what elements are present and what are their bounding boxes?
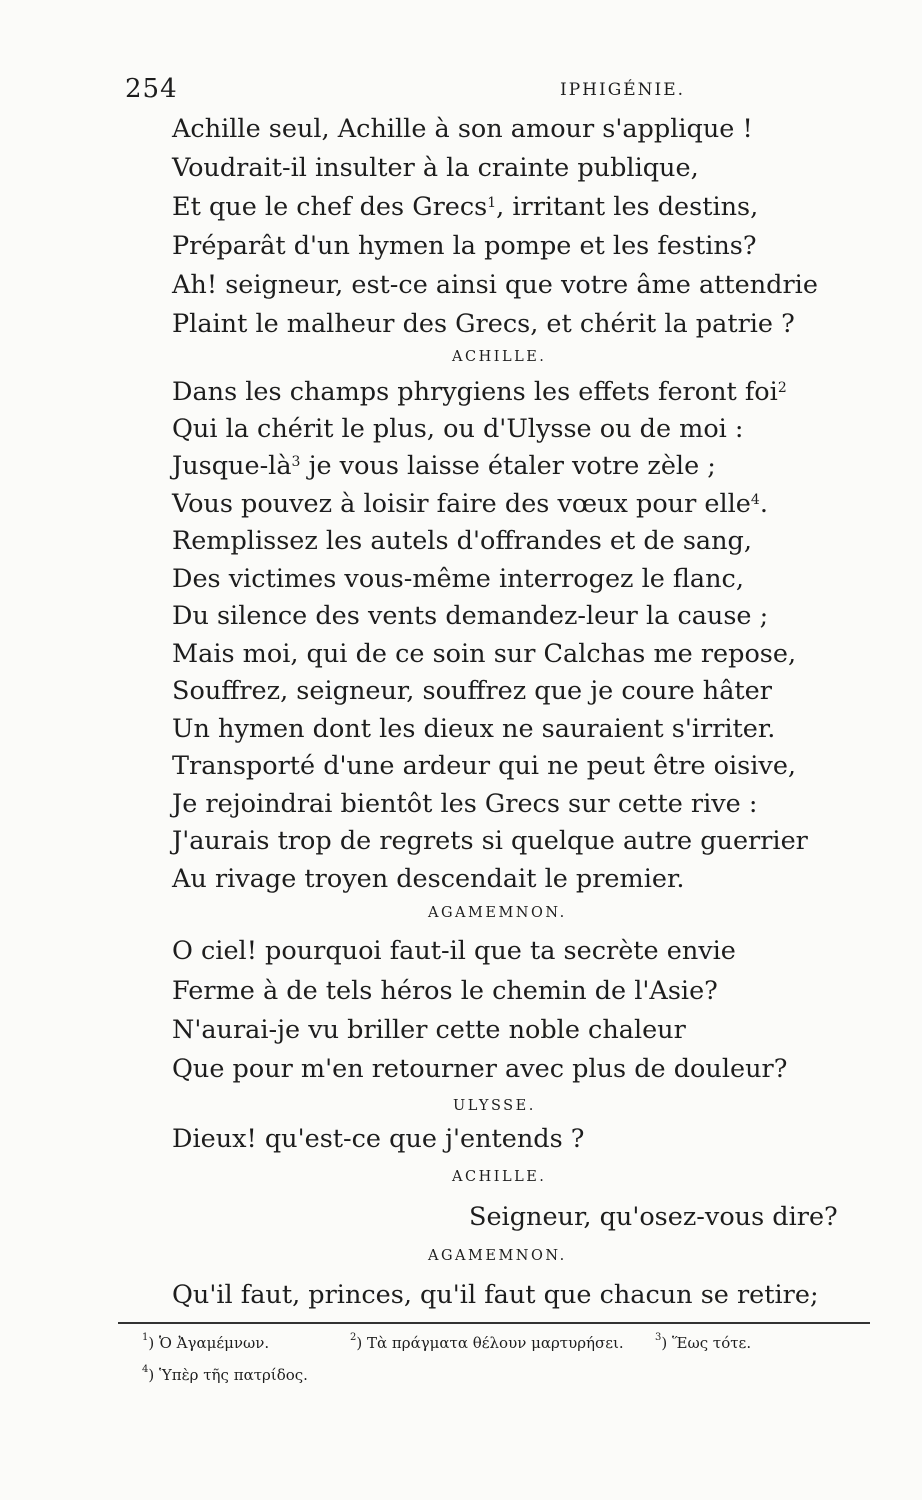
verse-line: Préparât d'un hymen la pompe et les festins? [172,231,757,261]
speaker-name: AGAMEMNON. [428,905,567,921]
verse-line: Et que le chef des Grecs$^1$, irritant les destins, [172,192,759,222]
verse-line: Souffrez, seigneur, souffrez que je coure hâter [172,676,772,706]
verse-line: Plaint le malheur des Grecs, et chérit la patrie ? [172,309,795,339]
verse-line: Remplissez les autels d'offrandes et de sang, [172,526,752,556]
verse-line: O ciel! pourquoi faut-il que ta secrète envie [172,936,736,966]
verse-line: Dans les champs phrygiens les effets feront foi$^2$ [172,377,787,407]
verse-line: Je rejoindrai bientôt les Grecs sur cette rive : [172,789,758,819]
footnote: $^4$) Ὑπὲρ τῆς πατρίδος. [142,1364,308,1384]
verse-line: Qui la chérit le plus, ou d'Ulysse ou de moi : [172,414,744,444]
verse-line: Mais moi, qui de ce soin sur Calchas me repose, [172,639,797,669]
speaker-name: AGAMEMNON. [428,1248,567,1264]
footnote-rule [118,1322,870,1324]
running-title: IPHIGÉNIE. [560,80,686,100]
verse-line: Achille seul, Achille à son amour s'applique ! [172,114,753,144]
footnote-marker: 2 [777,380,787,396]
verse-line: Des victimes vous-même interrogez le flanc, [172,564,744,594]
page-number: 254 [125,74,178,104]
verse-line: Que pour m'en retourner avec plus de douleur? [172,1054,788,1084]
footnote: $^3$) Ἕως τότε. [655,1332,752,1352]
verse-line: Ferme à de tels héros le chemin de l'Asie? [172,976,718,1006]
speaker-name: ULYSSE. [453,1098,536,1114]
footnote-marker: 3 [291,454,301,470]
verse-line: Qu'il faut, princes, qu'il faut que chacun se retire; [172,1280,819,1310]
footnote: $^2$) Τὰ πράγματα θέλουν μαρτυρήσει. [350,1332,624,1352]
verse-line: Ah! seigneur, est-ce ainsi que votre âme attendrie [172,270,818,300]
verse-line: Un hymen dont les dieux ne sauraient s'irriter. [172,714,776,744]
speaker-name: ACHILLE. [452,1169,547,1185]
verse-line: Du silence des vents demandez-leur la cause ; [172,601,769,631]
verse-line: Transporté d'une ardeur qui ne peut être oisive, [172,751,797,781]
verse-line: Au rivage troyen descendait le premier. [172,864,685,894]
page-header [120,74,880,104]
footnote-marker: 4 [750,492,760,508]
verse-line: Seigneur, qu'osez-vous dire? [469,1202,838,1232]
verse-line: Jusque-$là^3$ je vous laisse étaler votre zèle ; [172,451,716,481]
footnote: $^1$) Ὁ Ἀγαμέμνων. [142,1332,270,1352]
verse-line: Vous pouvez à loisir faire des vœux pour elle$^4$. [172,489,768,519]
verse-line: J'aurais trop de regrets si quelque autre guerrier [172,826,808,856]
speaker-name: ACHILLE. [452,349,547,365]
verse-line: Voudrait-il insulter à la crainte publique, [172,153,699,183]
verse-line: N'aurai-je vu briller cette noble chaleur [172,1015,686,1045]
footnote-marker: 1 [487,195,497,211]
verse-line: Dieux! qu'est-ce que j'entends ? [172,1124,585,1154]
